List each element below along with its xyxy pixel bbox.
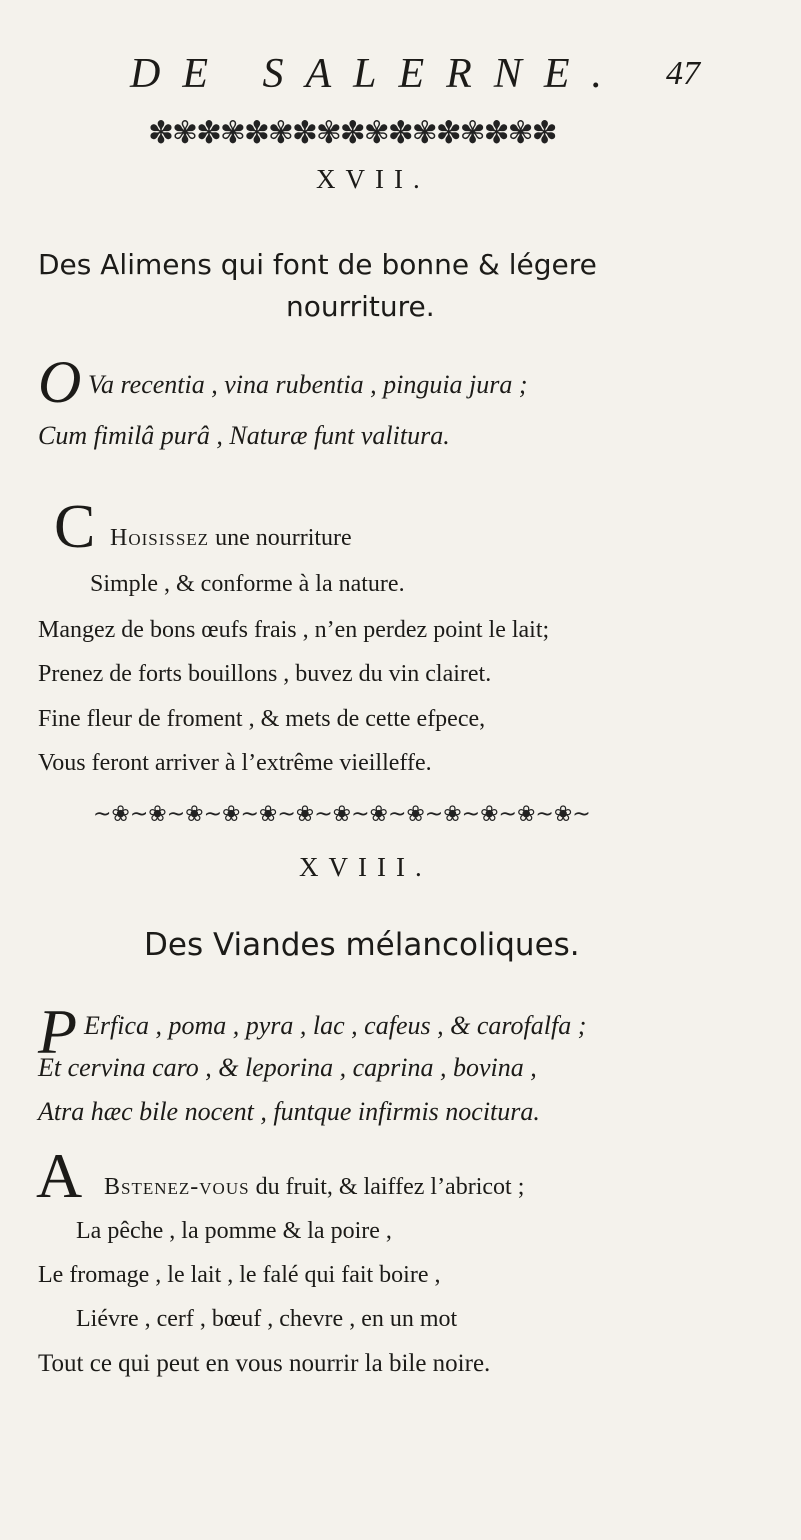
verse-text: du fruit, & laiffez l’abricot ; [249, 1174, 525, 1200]
verse-text: une nourriture [209, 525, 352, 551]
latin-verse-line: Erfica , poma , pyra , lac , cafeus , & carofalfa ; [84, 1011, 587, 1040]
ornament-band: ✽✾✽✾✽✾✽✾✽✾✽✾✽✾✽✾✽ [148, 115, 556, 151]
ornament-band: ~❀~❀~❀~❀~❀~❀~❀~❀~❀~❀~❀~❀~❀~ [93, 802, 591, 827]
french-verse-line: Le fromage , le lait , le falé qui fait boire , [38, 1262, 441, 1288]
french-verse-line [110, 525, 352, 552]
french-verse-line: Prenez de forts bouillons , buvez du vin clairet. [38, 661, 492, 687]
small-caps-word: Hoisissez [110, 525, 210, 551]
page-number: 47 [666, 55, 700, 92]
french-verse-line: Tout ce qui peut en vous nourrir la bile noire. [38, 1350, 491, 1377]
section-title: Des Viandes mélancoliques. [144, 927, 580, 963]
latin-verse-line: Atra hæc bile nocent , funtque infirmis nocitura. [38, 1097, 540, 1126]
drop-cap: O [38, 349, 82, 415]
french-verse-line: Fine fleur de froment , & mets de cette efpece, [38, 706, 486, 732]
french-verse-line: Liévre , cerf , bœuf , chevre , en un mot [76, 1306, 458, 1332]
french-verse-line: La pêche , la pomme & la poire , [76, 1218, 392, 1244]
french-verse-line [104, 1174, 524, 1201]
french-verse-line: Simple , & conforme à la nature. [90, 571, 405, 597]
latin-verse-line: Va recentia , vina rubentia , pinguia jura ; [88, 370, 528, 399]
section-number: XVIII. [299, 852, 432, 882]
small-caps-word: Bstenez-vous [104, 1174, 250, 1200]
drop-cap: P [38, 996, 78, 1067]
running-title: DE SALERNE. [130, 51, 624, 97]
section-title-continued: nourriture. [286, 290, 435, 323]
drop-cap: C [54, 493, 96, 561]
section-number: XVII. [316, 164, 430, 194]
french-verse-line: Mangez de bons œufs frais , n’en perdez point le lait; [38, 617, 550, 643]
latin-verse-line: Et cervina caro , & leporina , caprina , bovina , [38, 1053, 537, 1082]
section-title: Des Alimens qui font de bonne & légere [38, 248, 597, 281]
latin-verse-line: Cum fimilâ purâ , Naturæ funt valitura. [38, 421, 450, 450]
drop-cap: A [36, 1140, 83, 1211]
french-verse-line: Vous feront arriver à l’extrême vieilleffe. [38, 750, 432, 776]
